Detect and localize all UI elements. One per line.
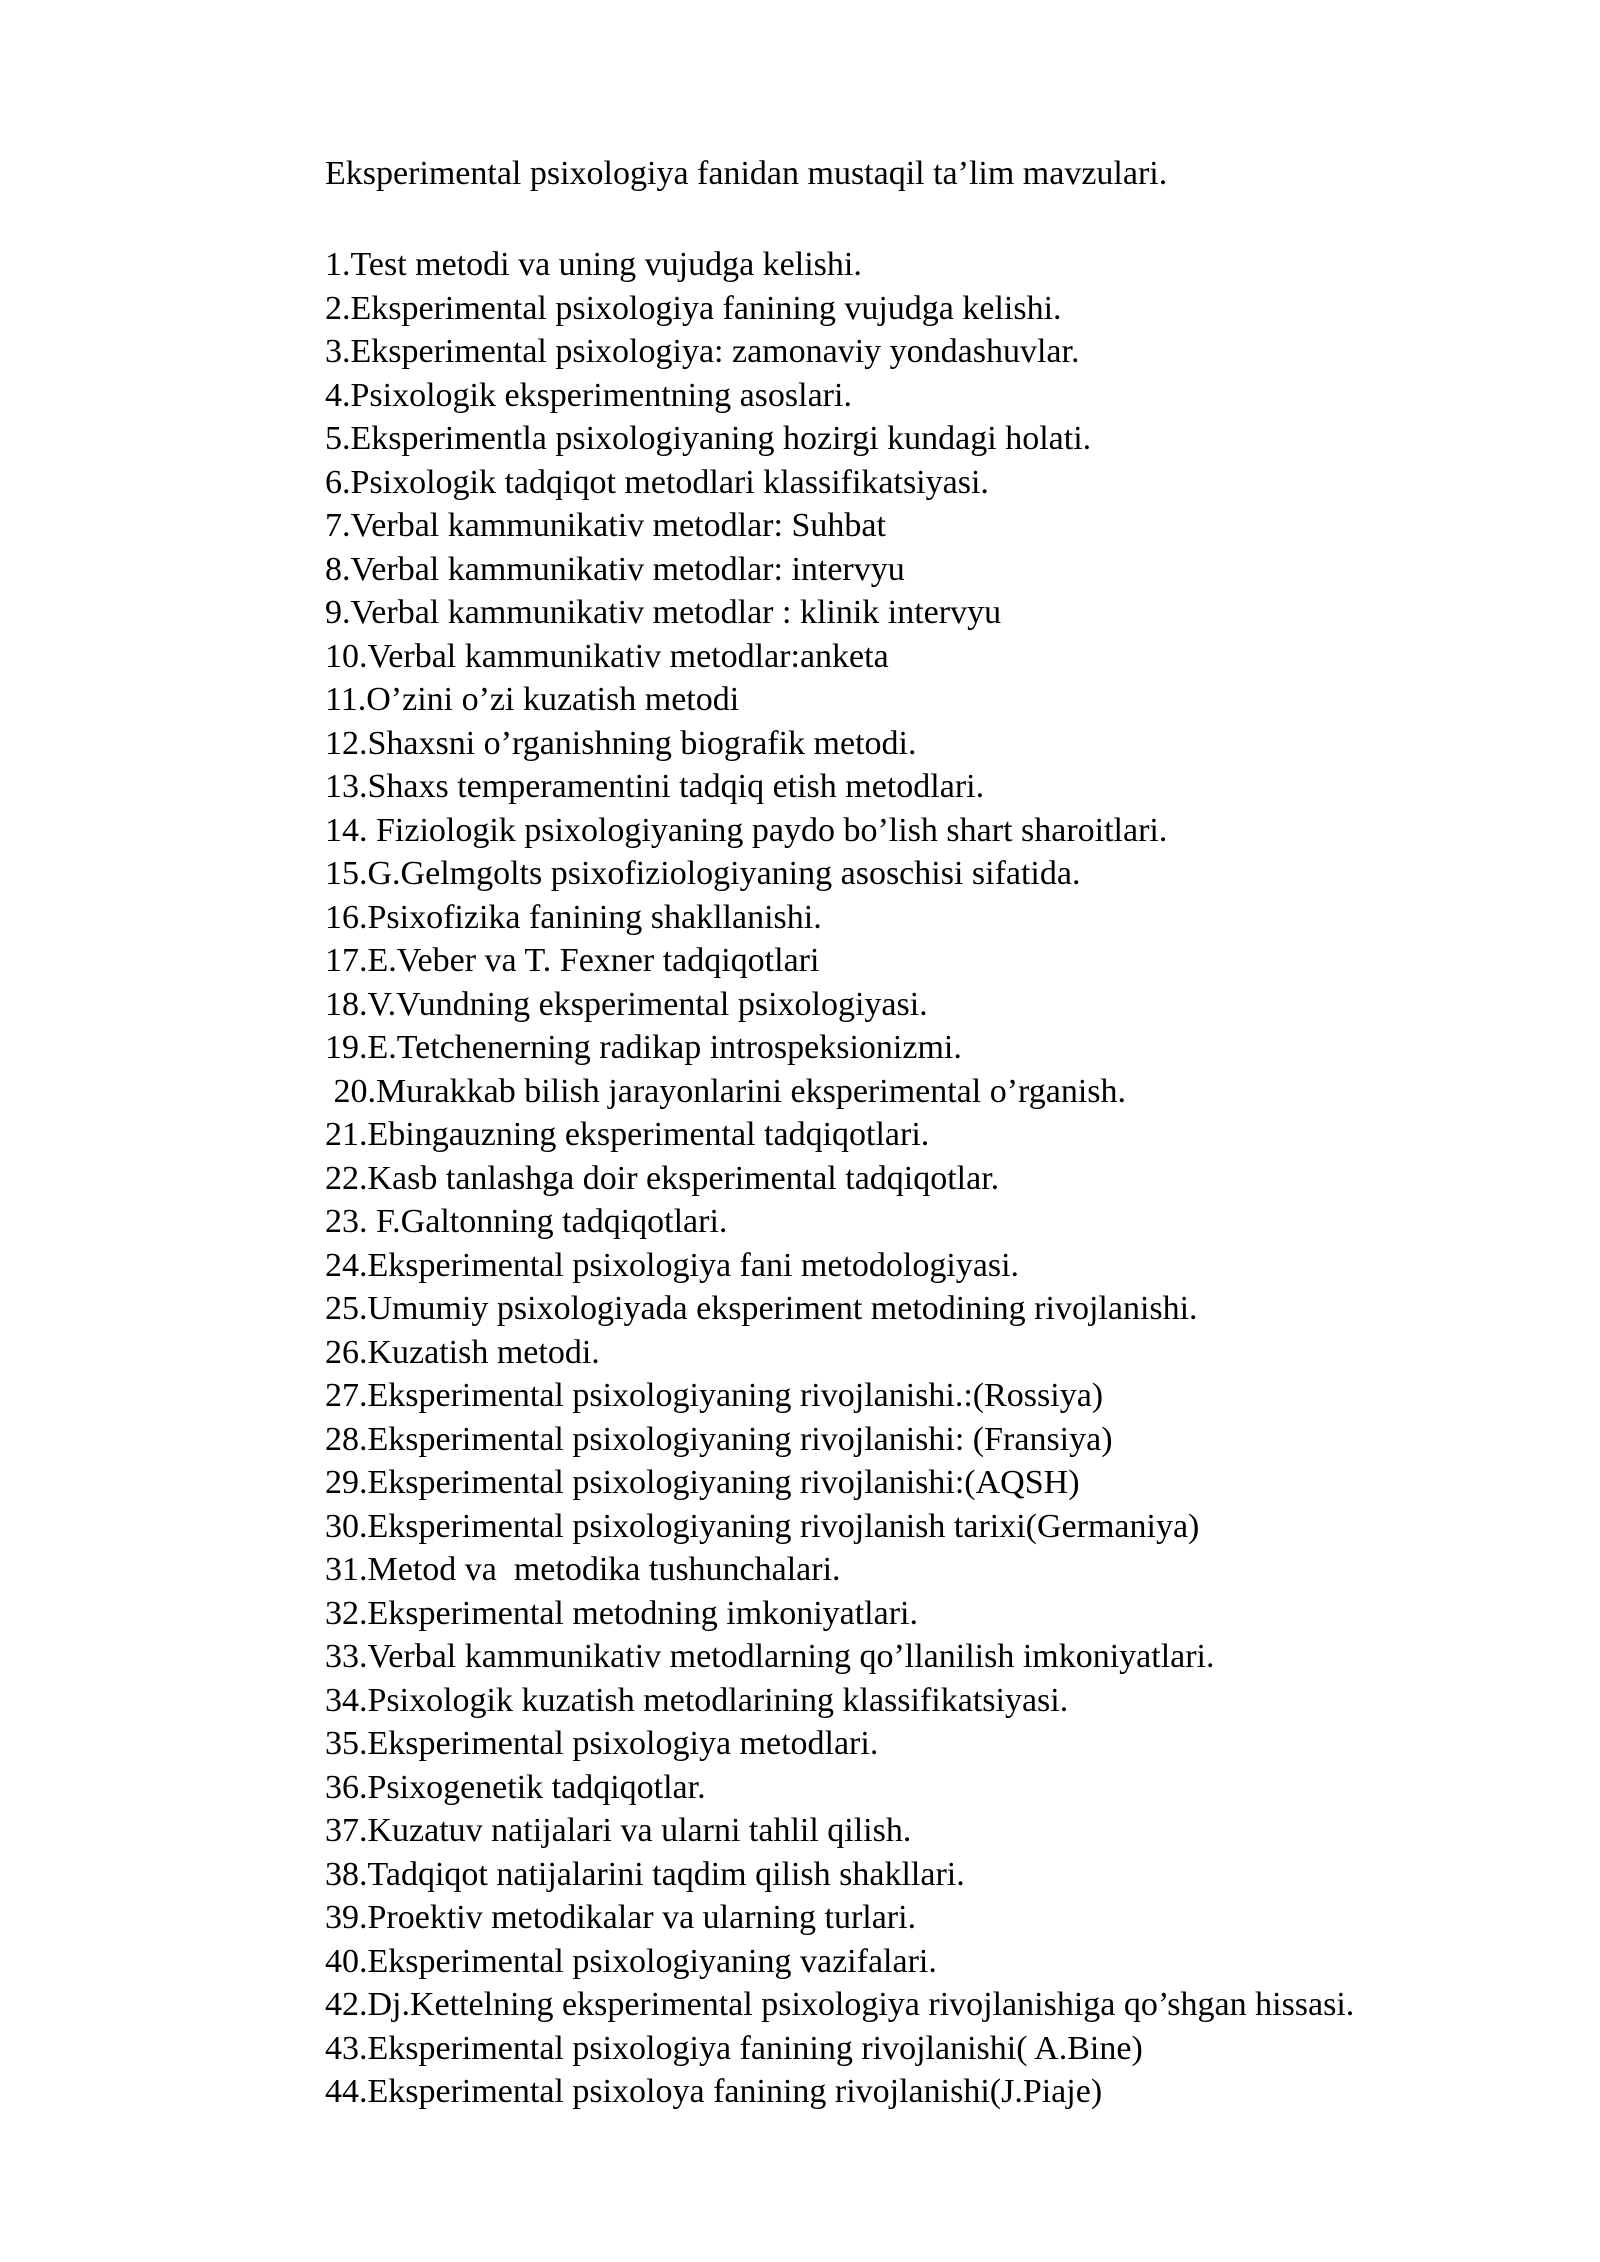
- topic-item: 10.Verbal kammunikativ metodlar:anketa: [325, 637, 889, 675]
- topic-item: 29.Eksperimental psixologiyaning rivojlanishi:(AQSH): [325, 1464, 1080, 1501]
- topic-item: 38.Tadqiqot natijalarini taqdim qilish shakllari.: [325, 1855, 965, 1893]
- topic-item: 9.Verbal kammunikativ metodlar : klinik intervyu: [325, 594, 1002, 631]
- topic-item: 19.E.Tetchenerning radikap introspeksionizmi.: [325, 1029, 962, 1066]
- topic-item: 27.Eksperimental psixologiyaning rivojlanishi.:(Rossiya): [325, 1377, 1104, 1414]
- topic-item: 4.Psixologik eksperimentning asoslari.: [325, 376, 852, 414]
- topic-item: 42.Dj.Kettelning eksperimental psixologiya rivojlanishiga qo’shgan hissasi.: [325, 1986, 1355, 2023]
- topic-item: 5.Eksperimentla psixologiyaning hozirgi kundagi holati.: [325, 420, 1092, 457]
- topic-item: 35.Eksperimental psixologiya metodlari.: [325, 1725, 879, 1762]
- topic-item: 17.E.Veber va T. Fexner tadqiqotlari: [325, 942, 820, 979]
- topic-item: 31.Metod va metodika tushunchalari.: [325, 1551, 841, 1588]
- topic-item: 12.Shaxsni o’rganishning biografik metodi.: [325, 724, 917, 762]
- topic-item: 23. F.Galtonning tadqiqotlari.: [325, 1203, 728, 1240]
- topic-item: 2.Eksperimental psixologiya fanining vujudga kelishi.: [325, 289, 1062, 327]
- topic-item: 1.Test metodi va uning vujudga kelishi.: [325, 246, 862, 283]
- topic-item: 28.Eksperimental psixologiyaning rivojlanishi: (Fransiya): [325, 1420, 1113, 1458]
- topic-item: 36.Psixogenetik tadqiqotlar.: [325, 1768, 706, 1806]
- topic-item: 44.Eksperimental psixoloya fanining rivojlanishi(J.Piaje): [325, 2073, 1103, 2110]
- topic-item: 15.G.Gelmgolts psixofiziologiyaning asoschisi sifatida.: [325, 855, 1081, 892]
- topic-item: 16.Psixofizika fanining shakllanishi.: [325, 898, 822, 936]
- topic-item: 14. Fiziologik psixologiyaning paydo bo’lish shart sharoitlari.: [325, 811, 1168, 849]
- topic-item: 21.Ebingauzning eksperimental tadqiqotlari.: [325, 1116, 930, 1153]
- topic-item: 32.Eksperimental metodning imkoniyatlari.: [325, 1594, 918, 1632]
- topic-item: 11.O’zini o’zi kuzatish metodi: [325, 681, 740, 718]
- topic-item: 13.Shaxs temperamentini tadqiq etish metodlari.: [325, 768, 985, 805]
- topic-item: 30.Eksperimental psixologiyaning rivojlanish tarixi(Germaniya): [325, 1507, 1200, 1545]
- topic-item: 43.Eksperimental psixologiya fanining rivojlanishi( A.Bine): [325, 2029, 1143, 2067]
- topic-item: 37.Kuzatuv natijalari va ularni tahlil qilish.: [325, 1812, 912, 1849]
- topic-item: 8.Verbal kammunikativ metodlar: intervyu: [325, 550, 905, 588]
- document-title: Eksperimental psixologiya fanidan mustaqil ta’lim mavzulari.: [325, 155, 1168, 192]
- topic-item: 6.Psixologik tadqiqot metodlari klassifikatsiyasi.: [325, 463, 989, 501]
- topic-item: 7.Verbal kammunikativ metodlar: Suhbat: [325, 507, 886, 544]
- topic-item: 34.Psixologik kuzatish metodlarining klassifikatsiyasi.: [325, 1681, 1069, 1719]
- topic-item: 40.Eksperimental psixologiyaning vazifalari.: [325, 1942, 937, 1980]
- topic-item: 33.Verbal kammunikativ metodlarning qo’llanilish imkoniyatlari.: [325, 1638, 1215, 1675]
- topic-item: 24.Eksperimental psixologiya fani metodologiyasi.: [325, 1246, 1020, 1284]
- topic-list: [325, 243, 1354, 2114]
- topic-item: 25.Umumiy psixologiyada eksperiment metodining rivojlanishi.: [325, 1290, 1198, 1327]
- topic-item: 18.V.Vundning eksperimental psixologiyasi.: [325, 985, 928, 1023]
- topic-item: 39.Proektiv metodikalar va ularning turlari.: [325, 1899, 917, 1936]
- topic-item: 22.Kasb tanlashga doir eksperimental tadqiqotlar.: [325, 1159, 1000, 1197]
- topic-item: 3.Eksperimental psixologiya: zamonaviy yondashuvlar.: [325, 333, 1080, 370]
- topic-item: 20.Murakkab bilish jarayonlarini eksperimental o’rganish.: [325, 1072, 1127, 1110]
- topic-item: 26.Kuzatish metodi.: [325, 1333, 600, 1371]
